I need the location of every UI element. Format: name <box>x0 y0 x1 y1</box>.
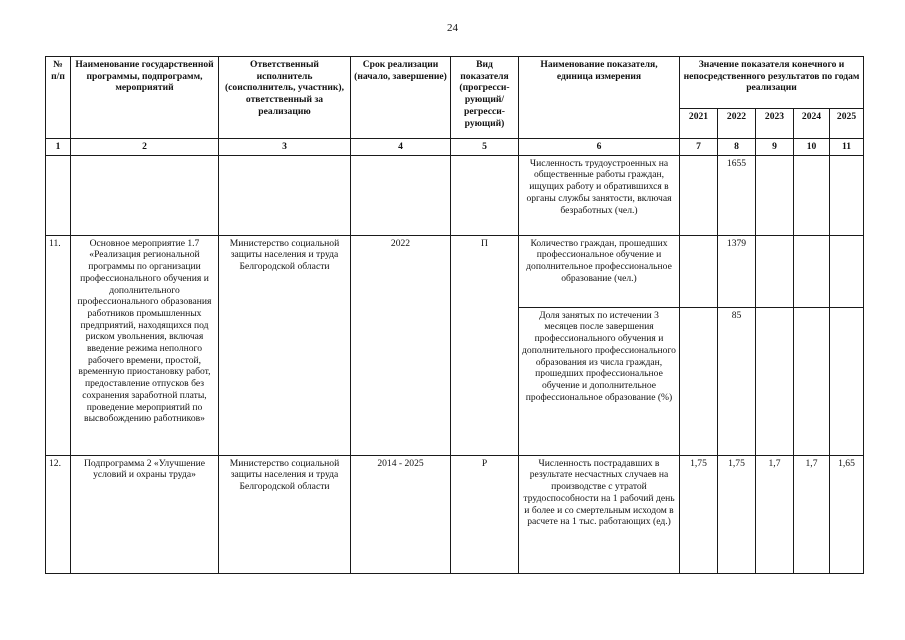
column-number: 6 <box>519 139 680 156</box>
row-value-2021: 1,75 <box>680 455 718 573</box>
column-number: 2 <box>71 139 219 156</box>
row-value-2025 <box>830 235 864 307</box>
row-value-2022: 1655 <box>718 155 756 235</box>
row-value-2022: 1,75 <box>718 455 756 573</box>
row-num <box>46 155 71 235</box>
header-year: 2022 <box>718 109 756 139</box>
row-value-2024 <box>794 307 830 455</box>
column-number: 9 <box>756 139 794 156</box>
column-number: 4 <box>351 139 451 156</box>
row-value-2022: 1379 <box>718 235 756 307</box>
row-value-2025: 1,65 <box>830 455 864 573</box>
row-value-2024: 1,7 <box>794 455 830 573</box>
row-executor <box>219 155 351 235</box>
header-num: № п/п <box>46 57 71 139</box>
program-table <box>45 56 864 574</box>
row-value-2025 <box>830 155 864 235</box>
row-value-2023 <box>756 155 794 235</box>
page-number: 24 <box>447 22 458 34</box>
column-number: 5 <box>451 139 519 156</box>
header-executor: Ответственный исполнитель (соисполнитель, участник), ответственный за реализацию <box>219 57 351 139</box>
column-number: 3 <box>219 139 351 156</box>
row-name: Подпрограмма 2 «Улучшение условий и охраны труда» <box>71 455 219 573</box>
header-values: Значение показателя конечного и непосредственного результатов по годам реализации <box>680 57 864 109</box>
row-type <box>451 155 519 235</box>
row-value-2023 <box>756 235 794 307</box>
column-number-row <box>46 139 864 156</box>
header-year: 2021 <box>680 109 718 139</box>
column-number: 1 <box>46 139 71 156</box>
row-value-2022: 85 <box>718 307 756 455</box>
row-name: Основное мероприятие 1.7 «Реализация региональной программы по организации профессионального обучения и дополнительного профессионального образования работников промышленных предприятий, находящихся под риском увольнения, включая введение режима неполного рабочего времени, простой, временную приостановку работ, предоставление отпусков без сохранения заработной платы, проведение мероприятий по высвобождению работников» <box>71 235 219 455</box>
header-period: Срок реализации (начало, завершение) <box>351 57 451 139</box>
row-value-2021 <box>680 155 718 235</box>
row-value-2023: 1,7 <box>756 455 794 573</box>
row-type: П <box>451 235 519 455</box>
header-indicator: Наименование показателя, единица измерения <box>519 57 680 139</box>
row-type: Р <box>451 455 519 573</box>
row-period <box>351 155 451 235</box>
row-period: 2014 - 2025 <box>351 455 451 573</box>
row-num: 11. <box>46 235 71 455</box>
row-name <box>71 155 219 235</box>
row-indicator: Количество граждан, прошедших профессиональное обучение и дополнительное профессиональное образование (чел.) <box>519 235 680 307</box>
row-value-2024 <box>794 235 830 307</box>
column-number: 11 <box>830 139 864 156</box>
header-name: Наименование государственной программы, подпрограмм, мероприятий <box>71 57 219 139</box>
row-value-2025 <box>830 307 864 455</box>
table-row <box>46 155 864 235</box>
header-type: Вид показателя (прогресси-рующий/ регресси-рующий) <box>451 57 519 139</box>
column-number: 8 <box>718 139 756 156</box>
header-year: 2023 <box>756 109 794 139</box>
row-executor: Министерство социальной защиты населения и труда Белгородской области <box>219 455 351 573</box>
row-value-2021 <box>680 307 718 455</box>
row-executor: Министерство социальной защиты населения и труда Белгородской области <box>219 235 351 455</box>
row-value-2024 <box>794 155 830 235</box>
row-value-2023 <box>756 307 794 455</box>
row-num: 12. <box>46 455 71 573</box>
row-period: 2022 <box>351 235 451 455</box>
table-row <box>46 235 864 307</box>
column-number: 7 <box>680 139 718 156</box>
row-indicator: Численность трудоустроенных на общественные работы граждан, ищущих работу и обратившихся в органы службы занятости, включая безработных (чел.) <box>519 155 680 235</box>
row-indicator: Численность пострадавших в результате несчастных случаев на производстве с утратой трудоспособности на 1 рабочий день и более и со смертельным исходом в расчете на 1 тыс. работающих (ед.) <box>519 455 680 573</box>
row-value-2021 <box>680 235 718 307</box>
table-row <box>46 455 864 573</box>
row-indicator: Доля занятых по истечении 3 месяцев после завершения профессионального обучения и дополнительного профессионального образования из числа граждан, прошедших профессиональное обучение и дополнительное профессиональное образование (%) <box>519 307 680 455</box>
column-number: 10 <box>794 139 830 156</box>
header-year: 2024 <box>794 109 830 139</box>
header-year: 2025 <box>830 109 864 139</box>
